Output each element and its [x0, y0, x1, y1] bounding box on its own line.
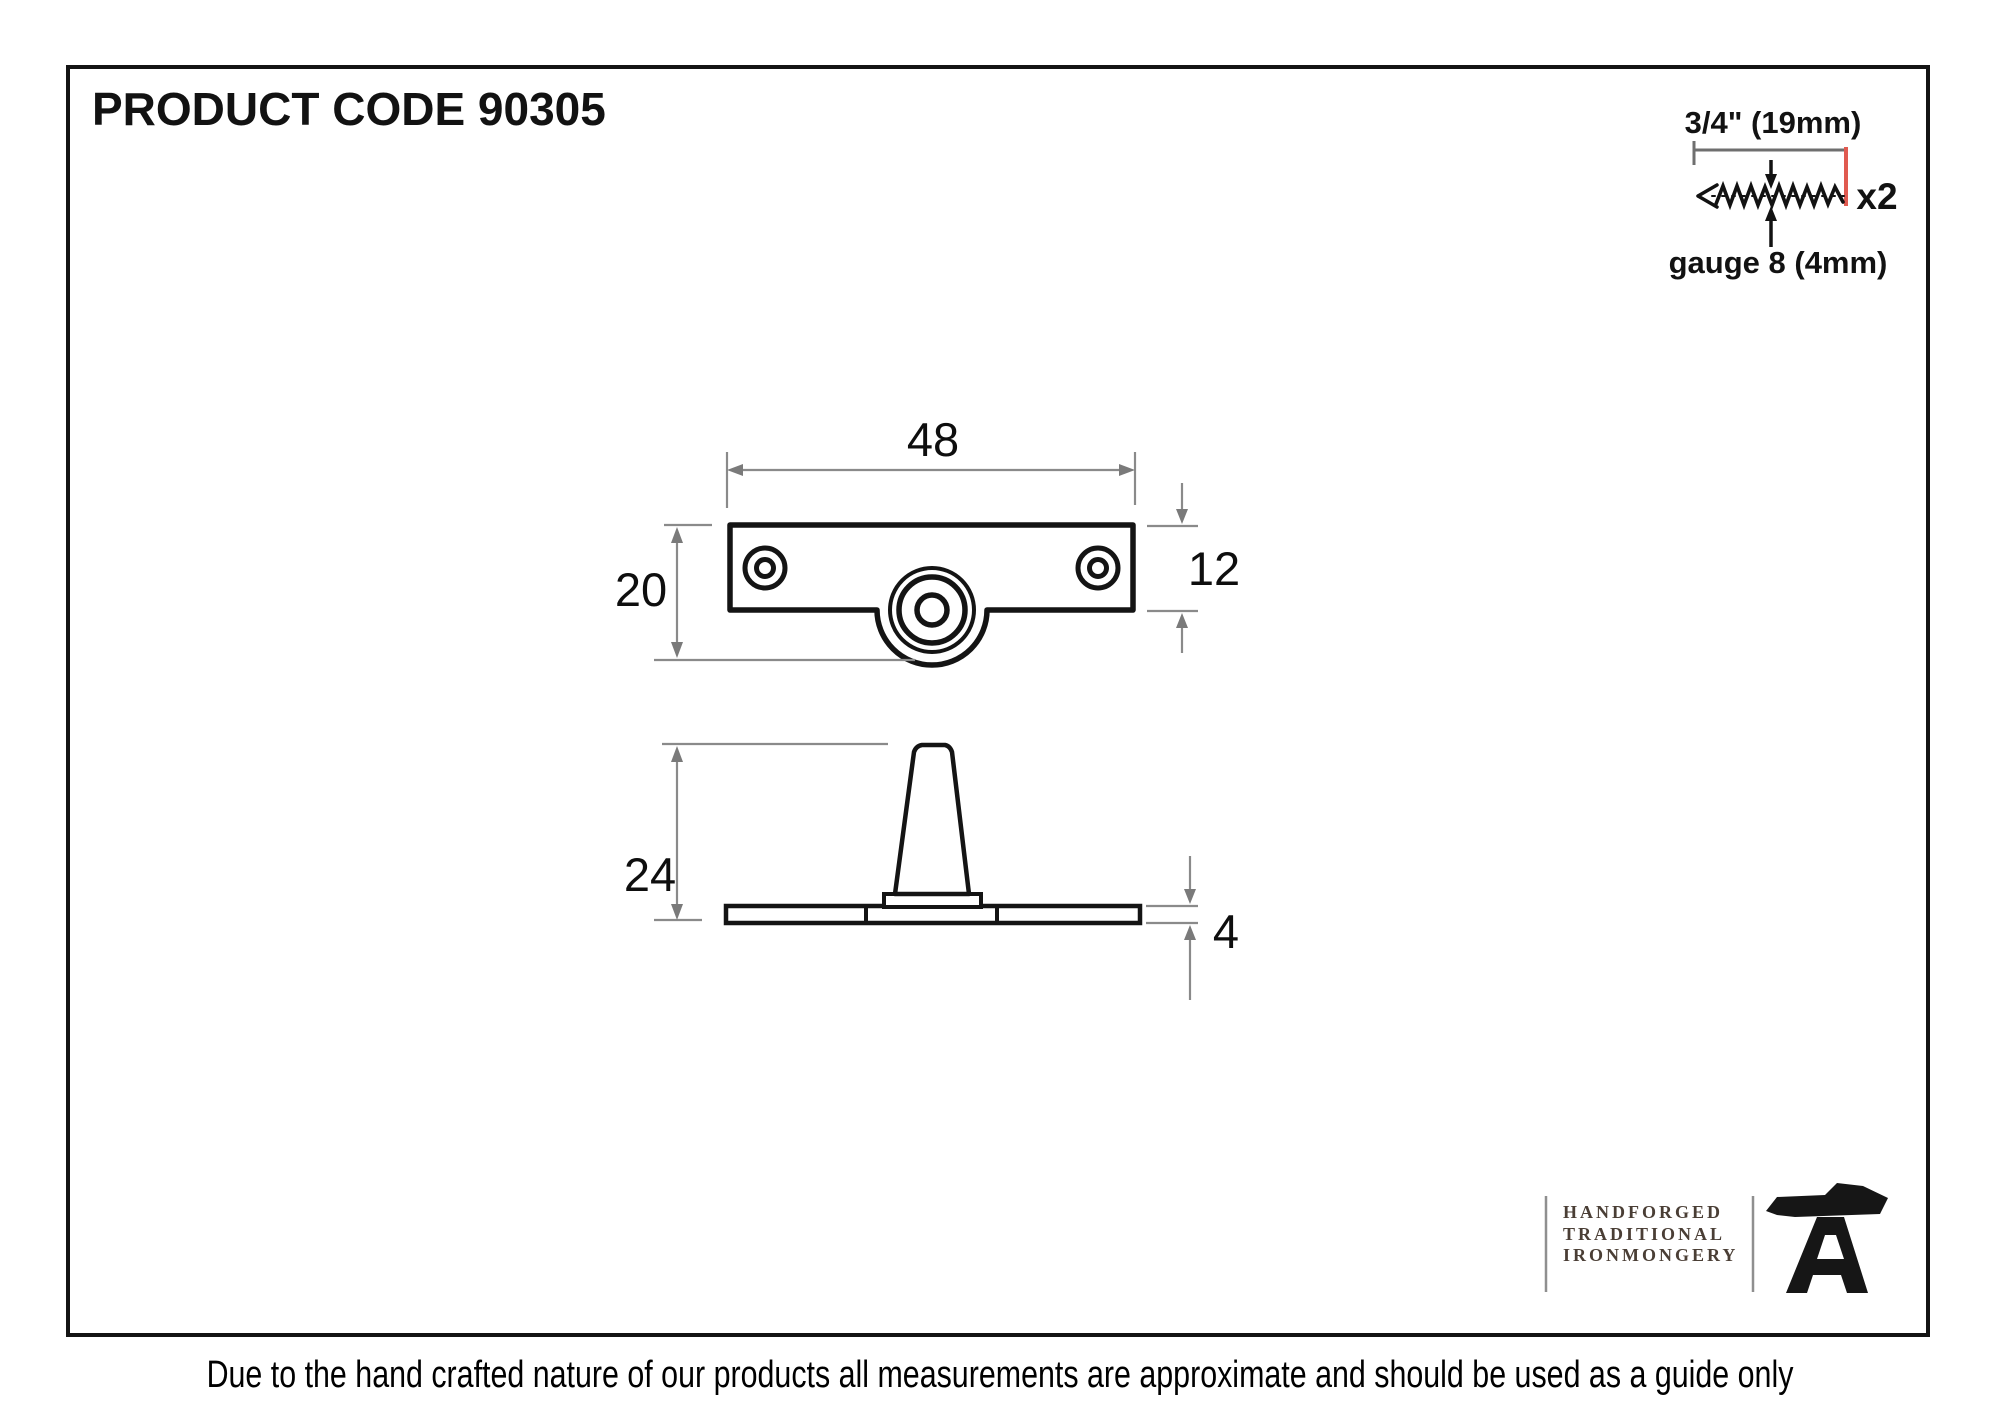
- logo-line-1: HANDFORGED: [1563, 1202, 1723, 1222]
- pin-boss-outer-ring: [890, 568, 974, 652]
- dim-24-arrow-down: [671, 904, 683, 920]
- dim-48-arrow-right: [1119, 464, 1135, 476]
- dim-12-label: 12: [1187, 542, 1241, 595]
- dim-20-arrow-down: [671, 642, 683, 658]
- screw-spec-callout: [1669, 105, 1898, 280]
- dim-20-label: 20: [614, 563, 668, 616]
- logo-line-3: IRONMONGERY: [1563, 1245, 1739, 1265]
- dim-4-label: 4: [1212, 905, 1240, 958]
- dim-24-label: 24: [623, 848, 677, 901]
- screw-gauge-label: gauge 8 (4mm): [1668, 245, 1888, 280]
- dim-48-arrow-left: [727, 464, 743, 476]
- dim-24-arrow-up: [671, 746, 683, 762]
- dim-4-arrow-down: [1184, 889, 1196, 904]
- dim-4-arrow-up: [1184, 925, 1196, 940]
- dim-20-arrow-up: [671, 527, 683, 543]
- screw-length-label: 3/4" (19mm): [1684, 105, 1862, 140]
- product-code-title: PRODUCT CODE 90305: [92, 83, 606, 135]
- logo-line-2: TRADITIONAL: [1563, 1223, 1726, 1244]
- logo-wordmark: [1563, 1202, 1763, 1267]
- dim-24-lines: [654, 744, 888, 920]
- anvil-icon: [1766, 1183, 1888, 1293]
- dim-12-arrow-up: [1176, 613, 1188, 628]
- dim-12-arrow-down: [1176, 509, 1188, 524]
- side-view: [624, 744, 1239, 1000]
- screw-quantity-label: x2: [1856, 176, 1898, 217]
- tapered-pin: [895, 745, 969, 894]
- top-view: [615, 413, 1240, 665]
- disclaimer-text: Due to the hand crafted nature of our products all measurements are approximate and should be used as a guide only: [206, 1354, 1794, 1396]
- dim-48-label: 48: [906, 413, 960, 466]
